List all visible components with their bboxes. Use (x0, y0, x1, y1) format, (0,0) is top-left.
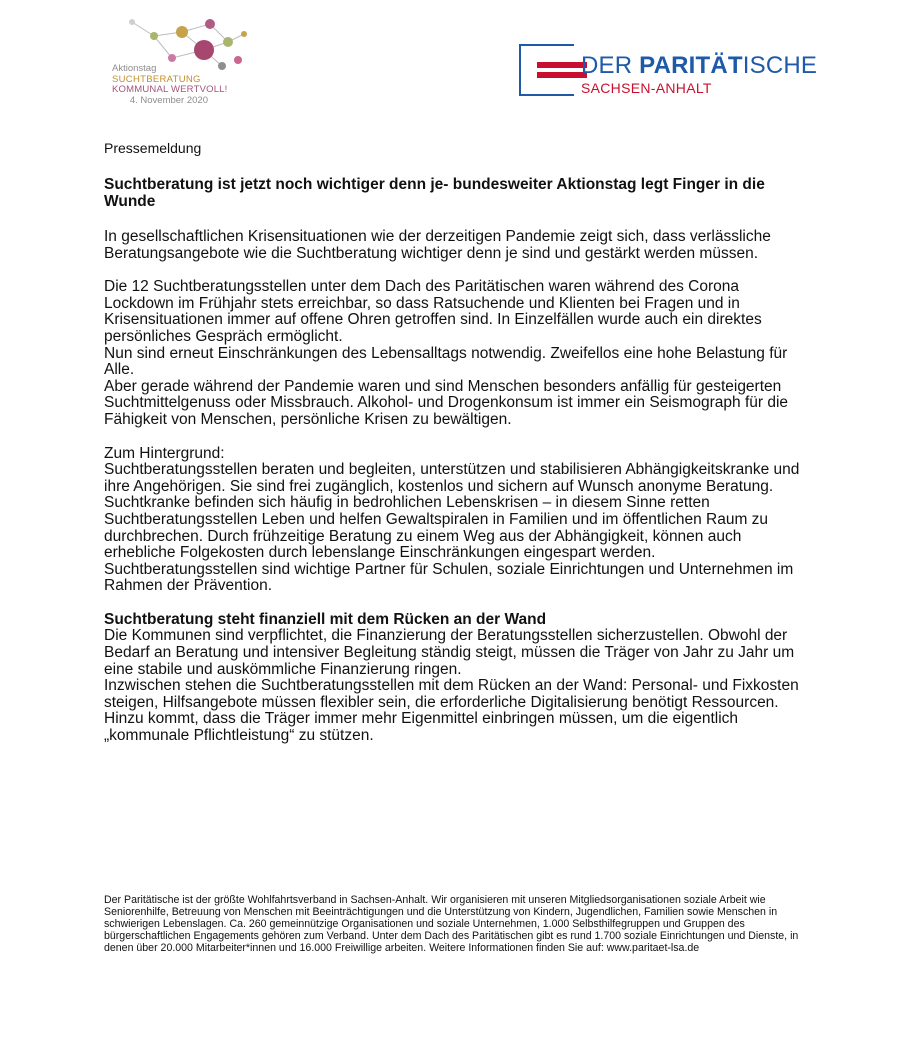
logo-stripe-bottom (537, 72, 587, 78)
aktionstag-text (112, 64, 228, 106)
paragraph-restrictions: Nun sind erneut Einschränkungen des Lebensalltags notwendig. Zweifellos eine hohe Belastung für Alle. (104, 344, 788, 379)
aktionstag-logo (112, 14, 252, 118)
background-title: Zum Hintergrund: (104, 444, 225, 462)
background-paragraph: Suchtberatungsstellen beraten und begleiten, unterstützen und stabilisieren Abhängigkeitskranke und ihre Angehörigen. Sie sind frei zugänglich, kostenlos und sichern auf Wunsch anonyme Beratung. Suchtkranke befinden sich häufig in bedrohlichen Lebenskrisen – in diesem Sinne retten Suchtberatungsstellen Leben und helfen Gewaltspiralen in Familien und im öffentlichen Raum zu durchbrechen. Durch frühzeitige Beratung zu einem Weg aus der Abhängigkeit, können auch erhebliche Folgekosten durch lebenslange Einschränkungen eingespart werden. Suchtberatungsstellen sind wichtige Partner für Schulen, soziale Einrichtungen und Unternehmen im Rahmen der Prävention. (104, 461, 800, 595)
intro-paragraph: In gesellschaftlichen Krisensituationen wie der derzeitigen Pandemie zeigt sich, dass verlässliche Beratungsangebote wie die Suchtberatung wichtiger denn je sind und gestärkt werden müssen. (104, 228, 771, 262)
brand-name (581, 52, 817, 80)
paragraph-lockdown: Die 12 Suchtberatungsstellen unter dem Dach des Paritätischen waren während des Corona Lockdown im Frühjahr stets erreichbar, so dass Ratsuchende und Klienten bei Fragen und in Krisensituationen immer auf offene Ohren getroffen sind. In Einzelfällen wurde auch ein direktes persönliches Gespräch ermöglicht. (104, 278, 762, 345)
brand-subtitle: SACHSEN-ANHALT (581, 80, 712, 96)
paragraph-pandemic: Aber gerade während der Pandemie waren und sind Menschen besonders anfällig für gesteigerten Suchtmittelgenuss oder Missbrauch. Alkohol- und Drogenkonsum ist immer ein Seismograph für die Fähigkeit von Menschen, persönliche Krisen zu bewältigen. (104, 377, 789, 428)
finance-paragraph-2: Inzwischen stehen die Suchtberatungsstellen mit dem Rücken an der Wand: Personal- und Fixkosten steigen, Hilfsangebote müssen flexibler sein, die erforderliche Digitalisierung benötigt Ressourcen. Hinzu kommt, dass die Träger immer mehr Eigenmittel einbringen müssen, um die eigentlich „kommunale Pflichtleistung“ zu stützen. (104, 677, 799, 745)
aktionstag-line1: Aktionstag (112, 63, 157, 74)
paritaetische-logo (519, 44, 849, 104)
document-label: Pressemeldung (104, 140, 202, 156)
organisation-footer: Der Paritätische ist der größte Wohlfahrtsverband in Sachsen-Anhalt. Wir organisieren mit unseren Mitgliedsorganisationen soziale Arbeit wie Seniorenhilfe, Betreuung von Menschen mit Beeinträchtigungen und die Unterstützung von Kindern, Jugendlichen, Familien sowie Menschen in schwierigen Lebenslagen. Ca. 260 gemeinnützige Organisationen und soziale Unternehmen, 1.000 Selbsthilfegruppen und Gruppen des bürgerschaftlichen Engagements gehören zum Verband. Unter dem Dach des Paritätischen gibt es rund 1.700 soziale Einrichtungen und Dienste, in denen über 20.000 Mitarbeiter*innen und 16.000 Freiwillige arbeiten. Weitere Informationen finden Sie auf: www.paritaet-lsa.de (104, 894, 799, 954)
brand-rest: ISCHE (742, 52, 818, 79)
aktionstag-date: 4. November 2020 (129, 94, 208, 106)
press-release-body (104, 140, 804, 745)
aktionstag-line3: KOMMUNAL WERTVOLL! (112, 84, 228, 95)
finance-paragraph-1: Die Kommunen sind verpflichtet, die Finanzierung der Beratungsstellen sicherzustellen. Obwohl der Bedarf an Beratung und intensiver Begleitung ständig steigt, müssen die Träger von Jahr zu Jahr um eine stabile und auskömmliche Finanzierung ringen. (104, 627, 795, 678)
section-heading-finance: Suchtberatung steht finanziell mit dem Rücken an der Wand (104, 610, 547, 628)
brand-plain: DER (581, 52, 640, 79)
aktionstag-line2: SUCHTBERATUNG (112, 73, 201, 85)
brand-bold: PARITÄT (639, 52, 743, 79)
logo-stripe-top (537, 62, 587, 68)
logo-bracket (519, 44, 574, 96)
press-headline: Suchtberatung ist jetzt noch wichtiger denn je- bundesweiter Aktionstag legt Finger in die Wunde (104, 176, 765, 210)
